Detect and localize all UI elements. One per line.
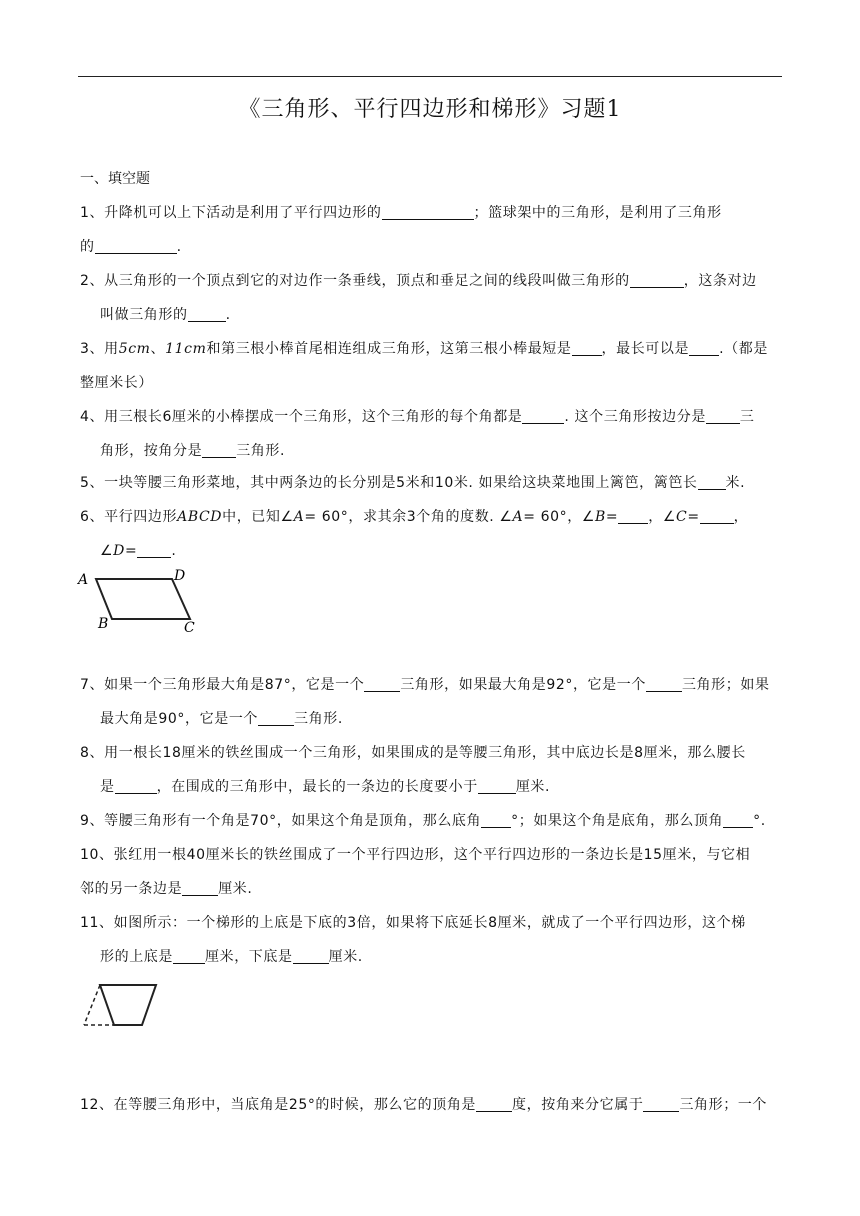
q4-text-d: 角形，按角分是 [100, 443, 203, 459]
page-title: 《三角形、平行四边形和梯形》习题1 [238, 97, 622, 122]
q2-text-b: ，这条对边 [683, 273, 757, 289]
parallelogram-figure [76, 566, 206, 638]
q4-text-b: . 这个三角形按边分是 [564, 409, 706, 425]
parallelogram-shape [96, 579, 190, 619]
question-10 [80, 838, 782, 906]
q10-text-a: 10、张红用一根40厘米长的铁丝围成了一个平行四边形，这个平行四边形的一条边长是15厘米，与它相 [80, 847, 751, 863]
q6-text-e: = [605, 509, 619, 525]
q4-text-c: 三 [739, 409, 755, 425]
label-b: B [98, 616, 109, 632]
q12-text-b: 度，按角来分它属于 [512, 1097, 644, 1113]
q3-blank-1[interactable] [572, 339, 602, 356]
header-rule [78, 76, 782, 77]
q8-blank-1[interactable] [115, 777, 157, 794]
q6-var-b: B [595, 509, 606, 525]
q1-text-d: . [176, 239, 182, 255]
q5-blank-1[interactable] [698, 473, 726, 490]
q7-text-c: 三角形；如果 [681, 677, 770, 693]
q7-text-b: 三角形，如果最大角是92°，它是一个 [400, 677, 646, 693]
q1-blank-1[interactable] [382, 203, 474, 220]
q3-text-e: 整厘米长） [80, 375, 153, 391]
q4-blank-3[interactable] [202, 441, 236, 458]
question-4 [80, 400, 782, 468]
q3-text-a: 3、用 [80, 341, 119, 357]
q9-text-a: 9、等腰三角形有一个角是70°，如果这个角是顶角，那么底角 [80, 813, 482, 829]
q3-length-1: 5cm [118, 341, 151, 357]
question-3 [80, 332, 782, 400]
q6-var-d: D [113, 543, 125, 559]
q7-text-d: 最大角是90°，它是一个 [100, 711, 259, 727]
q7-text-a: 7、如果一个三角形最大角是87°，它是一个 [80, 677, 365, 693]
q8-text-c: ，在围成的三角形中，最长的一条边的长度要小于 [156, 779, 478, 795]
q6-text-k: . [171, 543, 177, 559]
q3-text-d: .（都是 [719, 341, 768, 357]
q6-blank-d[interactable] [137, 541, 171, 558]
q6-var-a2: A [512, 509, 524, 525]
q3-length-2: 11cm [165, 341, 207, 357]
q8-text-d: 厘米. [515, 779, 551, 795]
q6-text-d: = 60°，∠ [523, 509, 596, 525]
question-7 [80, 668, 782, 736]
q4-blank-2[interactable] [706, 407, 740, 424]
q5-text-a: 5、一块等腰三角形菜地，其中两条边的长分别是5米和10米. 如果给这块菜地围上篱笆，篱笆长 [80, 475, 698, 491]
q7-text-e: 三角形. [294, 711, 343, 727]
q7-blank-3[interactable] [258, 709, 294, 726]
q4-text-e: 三角形. [236, 443, 286, 459]
q8-text-a: 8、用一根长18厘米的铁丝围成一个三角形，如果围成的是等腰三角形，其中底边长是8厘米，那么腰长 [80, 745, 746, 761]
trapezoid-shape [100, 985, 156, 1025]
trapezoid-figure [78, 980, 168, 1032]
q12-text-c: 三角形；一个 [679, 1097, 768, 1113]
q8-text-b: 是 [100, 779, 115, 795]
q11-text-a: 11、如图所示：一个梯形的上底是下底的3倍，如果将下底延长8厘米，就成了一个平行四边形，这个梯 [80, 915, 746, 931]
q4-text-a: 4、用三根长6厘米的小棒摆成一个三角形，这个三角形的每个角都是 [80, 409, 523, 425]
question-9 [80, 804, 782, 838]
q6-text-f: ，∠ [648, 509, 677, 525]
q11-blank-2[interactable] [293, 947, 329, 964]
q9-blank-1[interactable] [481, 811, 511, 828]
q6-var-abcd: ABCD [177, 509, 223, 525]
q6-text-c: = 60°，求其余3个角的度数. ∠ [304, 509, 513, 525]
q3-text-c: ，最长可以是 [601, 341, 690, 357]
q9-blank-2[interactable] [723, 811, 753, 828]
question-6 [80, 500, 782, 568]
question-2 [80, 264, 782, 332]
q1-text-a: 1、升降机可以上下活动是利用了平行四边形的 [80, 205, 382, 221]
q11-blank-1[interactable] [173, 947, 205, 964]
q4-blank-1[interactable] [522, 407, 564, 424]
q6-text-a: 6、平行四边形 [80, 509, 178, 525]
label-c: C [184, 620, 195, 636]
q10-blank-1[interactable] [182, 879, 218, 896]
q6-text-i: ∠ [100, 543, 114, 559]
q2-text-d: . [225, 307, 231, 323]
q1-blank-2[interactable] [95, 237, 177, 254]
q11-text-c: 厘米，下底是 [205, 949, 293, 965]
q6-var-c: C [676, 509, 688, 525]
dashed-extension-side [84, 985, 100, 1025]
label-a: A [78, 572, 89, 588]
q3-blank-2[interactable] [689, 339, 719, 356]
q9-text-b: °；如果这个角是底角，那么顶角 [511, 813, 724, 829]
q2-blank-2[interactable] [188, 305, 226, 322]
q12-blank-1[interactable] [476, 1095, 512, 1112]
q10-text-b: 邻的另一条边是 [80, 881, 183, 897]
q3-text-b: 和第三根小棒首尾相连组成三角形，这第三根小棒最短是 [206, 341, 572, 357]
q6-text-b: 中，已知∠ [222, 509, 294, 525]
question-11 [80, 906, 782, 974]
label-d: D [174, 568, 186, 584]
question-12 [80, 1088, 782, 1122]
q8-blank-2[interactable] [478, 777, 516, 794]
q6-var-a1: A [293, 509, 305, 525]
question-5 [80, 466, 782, 500]
q6-text-h: ， [733, 509, 749, 525]
q5-text-b: 米. [725, 475, 746, 491]
q6-text-j: = [124, 543, 138, 559]
q6-blank-b[interactable] [618, 507, 648, 524]
q6-text-g: = [687, 509, 700, 525]
q3-sep: 、 [150, 341, 166, 357]
q11-text-b: 形的上底是 [100, 949, 173, 965]
q9-text-c: °. [753, 813, 766, 829]
q7-blank-2[interactable] [646, 675, 682, 692]
q11-text-d: 厘米. [328, 949, 363, 965]
q1-text-b: ；篮球架中的三角形，是利用了三角形 [473, 205, 722, 221]
q6-blank-c[interactable] [700, 507, 734, 524]
q7-blank-1[interactable] [364, 675, 400, 692]
q2-text-a: 2、从三角形的一个顶点到它的对边作一条垂线，顶点和垂足之间的线段叫做三角形的 [80, 273, 630, 289]
q2-blank-1[interactable] [630, 271, 684, 288]
section-title: 一、填空题 [80, 171, 150, 187]
question-1 [80, 196, 782, 264]
q1-text-c: 的 [80, 239, 95, 255]
q12-text-a: 12、在等腰三角形中，当底角是25°的时候，那么它的顶角是 [80, 1097, 477, 1113]
q12-blank-2[interactable] [643, 1095, 679, 1112]
q2-text-c: 叫做三角形的 [100, 307, 188, 323]
q10-text-c: 厘米. [218, 881, 253, 897]
question-8 [80, 736, 782, 804]
